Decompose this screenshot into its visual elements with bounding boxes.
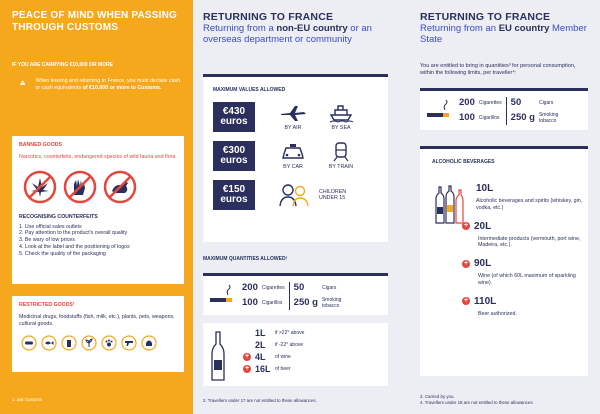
- tobacco-label: Smoking tobacco: [538, 111, 559, 124]
- cannabis-leaf-icon: [23, 170, 57, 204]
- warning-text-bold: of €10,000 or more to Customs.: [82, 84, 162, 91]
- subtitle-text: or an overseas department or community: [203, 23, 372, 45]
- tobacco-label: Cigarillos: [261, 299, 283, 306]
- mode-car: [269, 142, 317, 170]
- alcohol-desc: Wine (of which 60L maximum of sparkling wine).: [478, 273, 576, 286]
- alcohol-desc: Beer authorized.: [478, 310, 517, 317]
- list-item: 4. Look at the label and the positioning of logos: [19, 243, 130, 250]
- plus-icon: +: [244, 365, 250, 372]
- cigarette-icon: [425, 98, 451, 124]
- alcohol-card: [203, 323, 388, 386]
- banned-title: BANNED GOODS: [19, 142, 62, 148]
- list-item: 5. Check the quality of the packaging: [19, 250, 106, 257]
- list-item: 2. Pay attention to the product's overall quality: [19, 230, 128, 237]
- banned-text: Narcotics, counterfeits, endangered species of wild fauna and flora.: [19, 154, 177, 160]
- milk-icon: [61, 335, 77, 351]
- value-unit: euros: [220, 116, 248, 127]
- pills-icon: [21, 335, 37, 351]
- ship-icon: [326, 103, 356, 123]
- alcohol-amount: 16L: [255, 364, 271, 374]
- mode-label: BY CAR: [283, 164, 303, 170]
- plus-icon: +: [244, 353, 250, 360]
- alcohol-desc: Intermediate products (vermouth, port wine, Madeira, etc.).: [478, 235, 581, 249]
- column2-subtitle: [203, 23, 388, 45]
- subtitle-text: Returning from an: [420, 23, 499, 34]
- alcohol-item: [476, 183, 584, 212]
- alcohol-desc: of beer: [275, 366, 291, 372]
- column2-title: RETURNING TO FRANCE: [203, 11, 334, 23]
- banned-goods-card: [12, 136, 184, 284]
- tobacco-label: Cigarillos: [478, 114, 500, 121]
- column1-title: PEACE OF MIND WHEN PASSING THROUGH CUSTOMS: [12, 10, 178, 33]
- mode-sea: [317, 103, 365, 131]
- mode-label: BY AIR: [284, 125, 302, 131]
- alcohol-row: [243, 363, 304, 375]
- divider: [506, 97, 507, 125]
- subtitle-bold: EU country: [498, 23, 550, 34]
- plus-icon: +: [463, 222, 469, 230]
- recognising-list: [19, 224, 177, 258]
- alcohol-item: [462, 258, 584, 287]
- tobacco-amount: 100: [242, 297, 258, 309]
- plus-icon: +: [463, 297, 469, 305]
- mode-label: BY TRAIN: [328, 164, 354, 170]
- tobacco-label: Smoking tobacco: [321, 296, 342, 309]
- alcohol-amount: 20L: [474, 220, 492, 232]
- alcohol-amount: 2L: [255, 340, 266, 350]
- footnote: 3. Carried by you.: [420, 394, 455, 399]
- banned-icons: [23, 170, 177, 204]
- tobacco-grid: [242, 282, 352, 310]
- plane-icon: [278, 103, 308, 123]
- value-row: [213, 102, 378, 132]
- restricted-icons: [21, 335, 177, 351]
- restricted-goods-card: [12, 296, 184, 372]
- value-unit: euros: [220, 194, 248, 205]
- value-badge: [213, 180, 255, 210]
- value-badge: [213, 141, 255, 171]
- list-item: 1. Use official sales outlets: [19, 223, 82, 230]
- value-amount: €430: [222, 106, 246, 117]
- alcohol-row: [243, 339, 304, 351]
- tobacco-amount: 50: [510, 97, 522, 109]
- fish-icon: [41, 335, 57, 351]
- value-row: [213, 141, 378, 171]
- alcohol-label: ALCOHOLIC BEVERAGES: [432, 159, 495, 165]
- alcohol-amount: 110L: [474, 295, 497, 307]
- max-quantities-label: MAXIMUM QUANTITIES ALLOWED²: [203, 256, 288, 262]
- divider: [289, 282, 290, 310]
- alcohol-amount: 90L: [474, 258, 492, 270]
- alcohol-desc: if -22° above: [275, 342, 304, 348]
- train-icon: [326, 142, 356, 162]
- alcohol-amount: 4L: [255, 352, 266, 362]
- plant-icon: [81, 335, 97, 351]
- alcohol-desc: of wine: [275, 354, 291, 360]
- alcohol-rows: [243, 327, 304, 382]
- pet-icon: [101, 335, 117, 351]
- value-badge: [213, 102, 255, 132]
- gloves-icon: [63, 170, 97, 204]
- tobacco-amount: 100: [459, 112, 475, 124]
- gun-icon: [121, 335, 137, 351]
- column3-subtitle: [420, 23, 590, 45]
- tobacco-amount: 50: [293, 282, 305, 294]
- footnote: 4. Travellers under 18 are not entitled to these allowances.: [420, 400, 534, 405]
- cigarette-icon: [208, 283, 234, 309]
- tobacco-label: Cigarettes: [261, 284, 285, 291]
- tobacco-amount: 250 g: [510, 112, 535, 124]
- column3-footnotes: [420, 394, 534, 406]
- car-icon: [278, 142, 308, 162]
- alcohol-row: [243, 351, 304, 363]
- plus-icon: +: [463, 259, 469, 267]
- warning-row: [12, 78, 184, 91]
- warning-icon: [20, 78, 25, 87]
- bottles-icon: [432, 185, 466, 225]
- value-amount: €300: [222, 145, 246, 156]
- tobacco-amount: 200: [459, 97, 475, 109]
- alcohol-item: [462, 296, 584, 318]
- tobacco-amount: 250 g: [293, 297, 318, 309]
- children-icon: [277, 183, 311, 207]
- value-amount: €150: [222, 184, 246, 195]
- restricted-text: Medicinal drugs, foodstuffs (fish, milk, etc.), plants, pets, weapons, cultural goods.: [19, 314, 175, 327]
- column3-intro: You are entitled to bring in quantities³ for personal consumption, within the following limits, per traveller⁴:: [420, 63, 576, 76]
- alcohol-row: [243, 327, 304, 339]
- tobacco-grid: [459, 97, 569, 125]
- value-row: [213, 180, 378, 210]
- bottle-icon: [211, 330, 225, 382]
- alcohol-amount: 1L: [255, 328, 266, 338]
- animal-icon: [103, 170, 137, 204]
- column2-footnote: 2. Travellers under 17 are not entitled to these allowances.: [203, 398, 317, 403]
- mode-train: [317, 142, 365, 170]
- tobacco-card-eu: [420, 88, 588, 130]
- artwork-icon: [141, 335, 157, 351]
- column1-footnote: 1. ask Customs: [12, 397, 43, 402]
- alcohol-item: [462, 221, 584, 250]
- alcohol-amount: 10L: [476, 183, 494, 194]
- list-item: 3. Be wary of low prices: [19, 237, 75, 244]
- alcohol-desc: if >22° above: [275, 330, 305, 336]
- warning-text: [35, 78, 184, 91]
- tobacco-label: Cigarettes: [478, 99, 502, 106]
- max-values-card: [203, 74, 388, 242]
- column3-title: RETURNING TO FRANCE: [420, 11, 551, 23]
- subtitle-text: Member State: [420, 23, 587, 45]
- alcohol-desc: Alcoholic beverages and spirits (whiskey, gin, vodka, etc.): [476, 198, 583, 211]
- max-values-label: MAXIMUM VALUES ALLOWED: [213, 87, 286, 93]
- subtitle-text: Returning from a: [203, 23, 277, 34]
- value-unit: euros: [220, 155, 248, 166]
- tobacco-label: Cigars: [538, 99, 554, 106]
- warning-text-main: When leaving and returning to France, you must declare cash or cash equivalents: [35, 78, 181, 91]
- recognising-title: RECOGNISING COUNTERFEITS: [19, 213, 98, 220]
- mode-label: BY SEA: [331, 125, 351, 131]
- subtitle-bold: non-EU country: [276, 23, 348, 34]
- mode-children: CHILDREN UNDER 15: [319, 189, 347, 201]
- alcohol-card-eu: [420, 146, 588, 376]
- carrying-label: IF YOU ARE CARRYING €10,000 OR MORE: [12, 62, 113, 68]
- tobacco-card: [203, 273, 388, 315]
- alcohol-list: [463, 183, 584, 327]
- tobacco-label: Cigars: [321, 284, 337, 291]
- restricted-title: RESTRICTED GOODS¹: [19, 302, 75, 308]
- mode-air: [269, 103, 317, 131]
- tobacco-amount: 200: [242, 282, 258, 294]
